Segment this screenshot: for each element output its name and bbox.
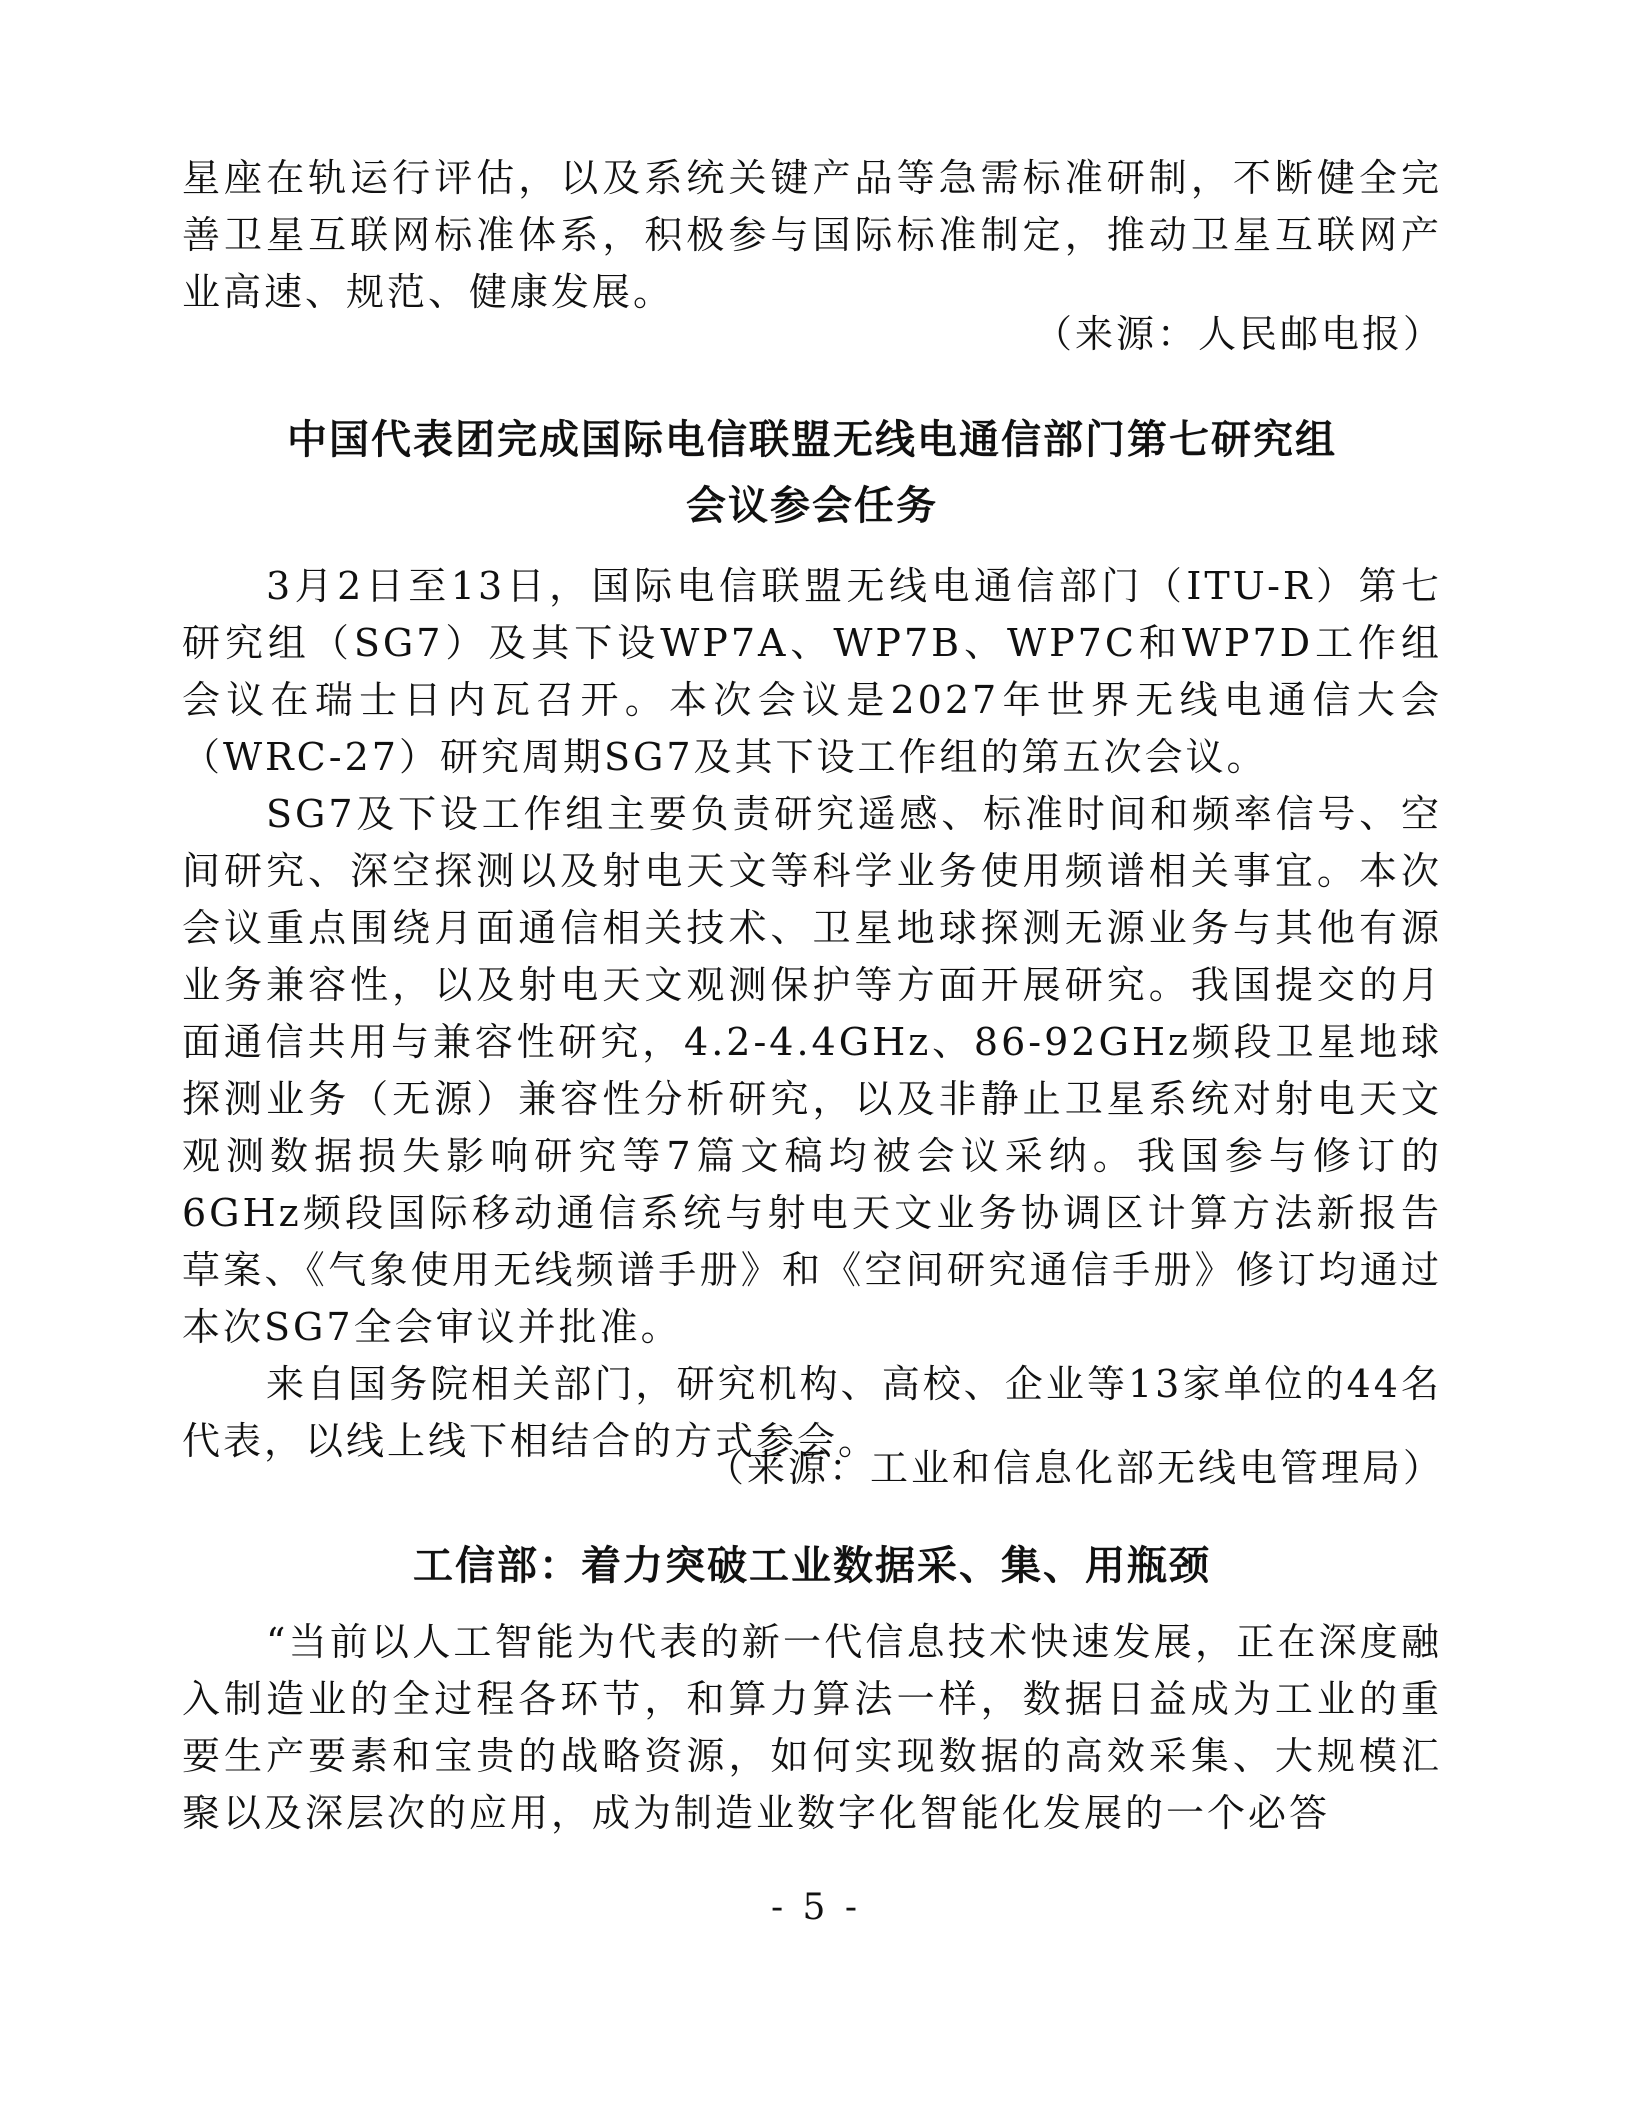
article-title-line-2: 会议参会任务: [686, 483, 938, 529]
article-paragraph: 来自国务院相关部门，研究机构、高校、企业等13家单位的44名代表，以线上线下相结合的方式参会。: [182, 1362, 1442, 1463]
article-source: （来源：人民邮电报）: [1033, 312, 1444, 356]
article-paragraph: SG7及下设工作组主要负责研究遥感、标准时间和频率信号、空间研究、深空探测以及射电天文等科学业务使用频谱相关事宜。本次会议重点围绕月面通信相关技术、卫星地球探测无源业务与其他有源业务兼容性，以及射电天文观测保护等方面开展研究。我国提交的月面通信共用与兼容性研究，4.2-4.4GHz、86-92GHz频段卫星地球探测业务（无源）兼容性分析研究，以及非静止卫星系统对射电天文观测数据损失影响研究等7篇文稿均被会议采纳。我国参与修订的6GHz频段国际移动通信系统与射电天文业务协调区计算方法新报告草案、《气象使用无线频谱手册》和《空间研究通信手册》修订均通过本次SG7全会审议并批准。: [182, 792, 1442, 1349]
page-number: - 5 -: [770, 1887, 862, 1928]
article-paragraph: 3月2日至13日，国际电信联盟无线电通信部门（ITU-R）第七研究组（SG7）及其下设WP7A、WP7B、WP7C和WP7D工作组会议在瑞士日内瓦召开。本次会议是2027年世界无线电通信大会（WRC-27）研究周期SG7及其下设工作组的第五次会议。: [182, 564, 1442, 779]
article-continuation-paragraph: 星座在轨运行评估，以及系统关键产品等急需标准研制，不断健全完善卫星互联网标准体系，积极参与国际标准制定，推动卫星互联网产业高速、规范、健康发展。: [182, 156, 1442, 314]
article-source: （来源：工业和信息化部无线电管理局）: [705, 1446, 1444, 1490]
article-paragraph: “当前以人工智能为代表的新一代信息技术快速发展，正在深度融入制造业的全过程各环节，和算力算法一样，数据日益成为工业的重要生产要素和宝贵的战略资源，如何实现数据的高效采集、大规模汇聚以及深层次的应用，成为制造业数字化智能化发展的一个必答: [182, 1620, 1442, 1835]
article-title-line-1: 中国代表团完成国际电信联盟无线电通信部门第七研究组: [287, 417, 1337, 463]
article-title: 工信部：着力突破工业数据采、集、用瓶颈: [413, 1543, 1211, 1589]
